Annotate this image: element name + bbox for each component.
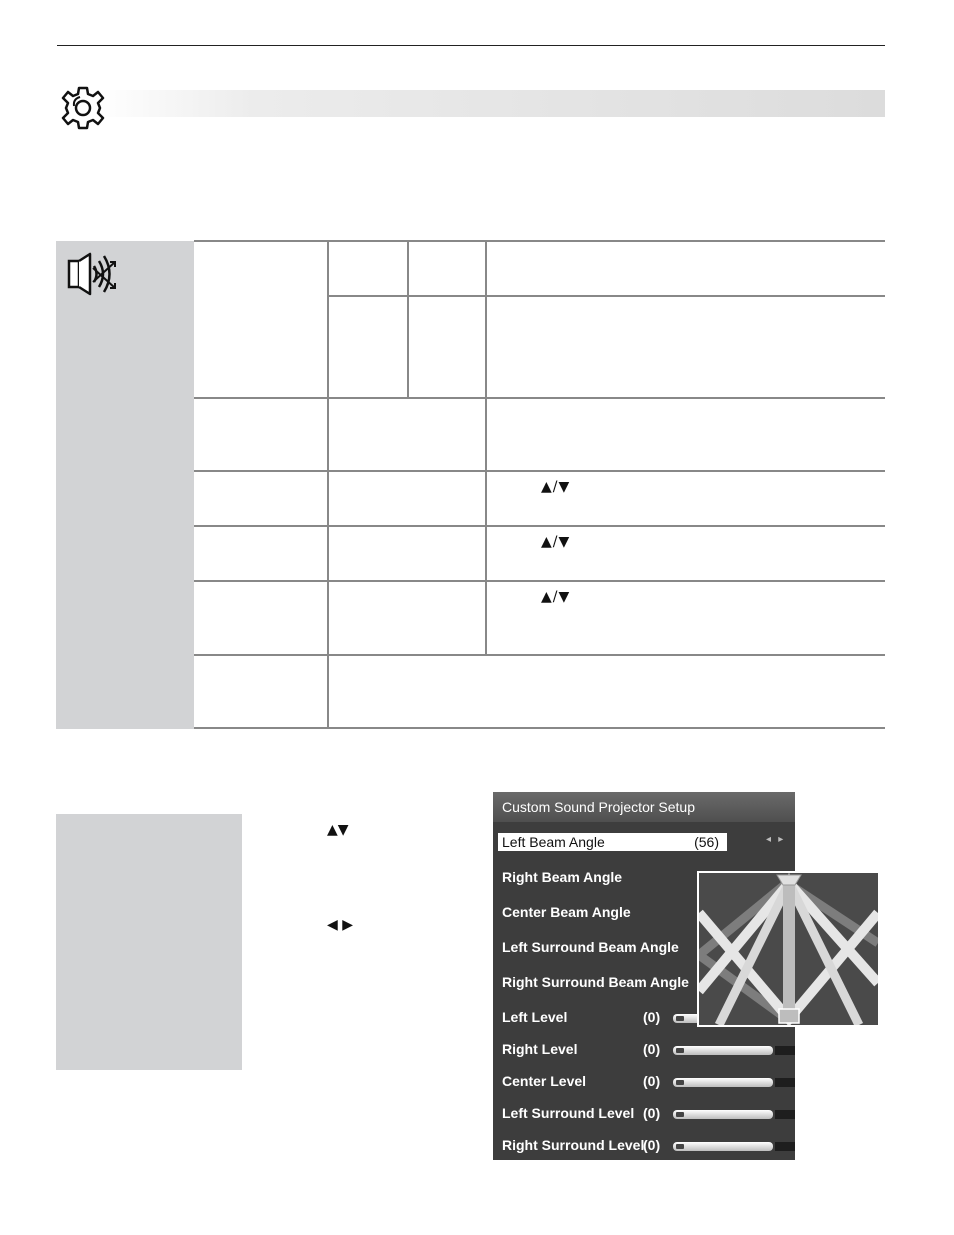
menu-item-left-surround-beam-angle[interactable]: Left Surround Beam Angle [502, 939, 679, 955]
level-value: (0) [643, 1073, 661, 1089]
table-rule [194, 470, 885, 472]
level-value: (0) [643, 1041, 661, 1057]
note-box [56, 814, 242, 1070]
slider-knob[interactable] [676, 1016, 684, 1021]
slider-knob[interactable] [676, 1080, 684, 1085]
table-rule [485, 240, 487, 655]
table-rule [194, 397, 885, 399]
slider-track-end [775, 1078, 795, 1087]
table-category-cell [56, 241, 194, 729]
up-down-arrows-icon: ▲/▼ [541, 534, 571, 550]
level-slider[interactable] [673, 1078, 773, 1087]
menu-item-left-surround-level[interactable]: Left Surround Level [502, 1105, 635, 1121]
menu-item-right-surround-beam-angle[interactable]: Right Surround Beam Angle [502, 974, 689, 990]
slider-track-end [775, 1110, 795, 1119]
speaker-waves-icon [66, 252, 126, 298]
table-rule [327, 240, 329, 728]
top-rule [57, 45, 885, 46]
slider-track-end [775, 1142, 795, 1151]
menu-item-label: Left Beam Angle [502, 834, 605, 850]
up-down-arrows-icon: ▲/▼ [541, 479, 571, 495]
menu-item-right-surround-level[interactable]: Right Surround Level [502, 1137, 645, 1153]
table-rule [328, 295, 885, 297]
level-value: (0) [643, 1009, 661, 1025]
level-value: (0) [643, 1137, 661, 1153]
up-down-arrows-icon: ▲/▼ [541, 589, 571, 605]
menu-item-center-level[interactable]: Center Level [502, 1073, 587, 1089]
table-rule [194, 654, 885, 656]
gear-icon [59, 86, 107, 130]
level-slider[interactable] [673, 1046, 773, 1055]
level-slider[interactable] [673, 1142, 773, 1151]
table-rule [194, 240, 885, 242]
table-rule [194, 525, 885, 527]
menu-item-value: (56) [694, 834, 719, 850]
table-rule [194, 580, 885, 582]
menu-title: Custom Sound Projector Setup [493, 792, 795, 822]
level-slider[interactable] [673, 1110, 773, 1119]
slider-knob[interactable] [676, 1048, 684, 1053]
left-right-arrows-icon: ◂ ▸ [766, 834, 786, 845]
menu-item-left-beam-angle[interactable] [498, 833, 727, 851]
left-right-arrows-icon: ◀ ▶ [327, 917, 353, 933]
level-value: (0) [643, 1105, 661, 1121]
menu-item-left-level[interactable]: Left Level [502, 1009, 568, 1025]
slider-knob[interactable] [676, 1112, 684, 1117]
slider-knob[interactable] [676, 1144, 684, 1149]
up-down-arrows-icon: ▲▼ [327, 822, 349, 838]
menu-item-right-beam-angle[interactable]: Right Beam Angle [502, 869, 623, 885]
slider-track-end [775, 1046, 795, 1055]
section-header-bar [96, 90, 885, 117]
table-rule [407, 240, 409, 398]
menu-item-center-beam-angle[interactable]: Center Beam Angle [502, 904, 631, 920]
menu-item-right-level[interactable]: Right Level [502, 1041, 578, 1057]
table-rule [194, 727, 885, 729]
beam-diagram-inset [697, 871, 880, 1027]
